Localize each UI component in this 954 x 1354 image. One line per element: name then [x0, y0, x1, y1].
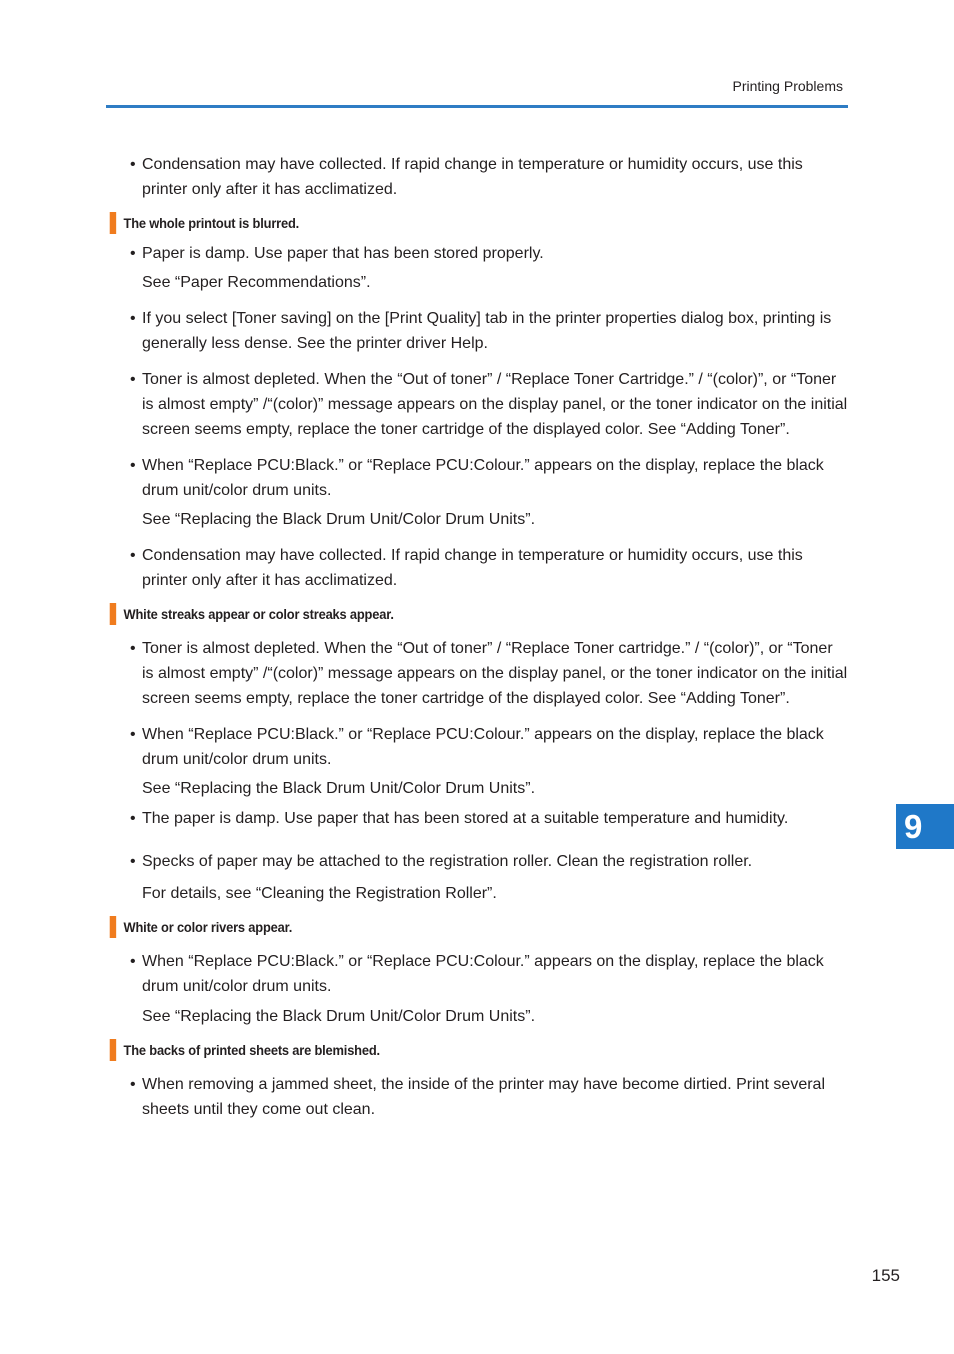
heading-marker [110, 212, 116, 234]
running-header: Printing Problems [732, 78, 843, 94]
section-heading: The backs of printed sheets are blemished. [118, 1039, 790, 1061]
heading-marker [110, 603, 116, 625]
bullet-item: • Toner is almost depleted. When the “Out of toner” / “Replace Toner cartridge.” / “(color)”, or “Toner is almost empty” /“(color)” message appears on the display panel, or the toner indicator on the initial screen seems empty, replace the toner cartridge of the displayed color. See “Adding Toner”. [130, 640, 848, 707]
chapter-tab: 9 [896, 804, 954, 849]
section-heading: White streaks appear or color streaks appear. [118, 603, 790, 625]
bullet-item: • When removing a jammed sheet, the inside of the printer may have become dirtied. Print several sheets until they come out clean. [130, 1076, 825, 1118]
heading-marker [110, 916, 116, 938]
section-heading: White or color rivers appear. [118, 916, 790, 938]
bullet-item: • When “Replace PCU:Black.” or “Replace PCU:Colour.” appears on the display, replace the black drum unit/color drum units. [130, 953, 824, 995]
reference-note: See “Replacing the Black Drum Unit/Color Drum Units”. [142, 511, 536, 528]
reference-note: For details, see “Cleaning the Registration Roller”. [142, 885, 497, 902]
bullet-item: • Specks of paper may be attached to the registration roller. Clean the registration roller. [130, 853, 753, 870]
page-number: 155 [871, 1266, 900, 1285]
header-rule [106, 105, 848, 108]
bullet-item: • Toner is almost depleted. When the “Out of toner” / “Replace Toner Cartridge.” / “(color)”, or “Toner is almost empty” /“(color)” message appears on the display panel, or the toner indicator on the initial screen seems empty, replace the toner cartridge of the displayed color. See “Adding Toner”. [130, 371, 848, 438]
bullet-item: • The paper is damp. Use paper that has been stored at a suitable temperature and humidity. [130, 810, 789, 827]
reference-note: See “Paper Recommendations”. [142, 274, 371, 291]
bullet-item: • If you select [Toner saving] on the [Print Quality] tab in the printer properties dialog box, printing is generally less dense. See the printer driver Help. [130, 310, 832, 352]
heading-marker [110, 1039, 116, 1061]
bullet-item: • Condensation may have collected. If rapid change in temperature or humidity occurs, use this printer only after it has acclimatized. [130, 156, 803, 198]
bullet-item: • When “Replace PCU:Black.” or “Replace PCU:Colour.” appears on the display, replace the black drum unit/color drum units. [130, 726, 824, 768]
reference-note: See “Replacing the Black Drum Unit/Color Drum Units”. [142, 780, 536, 797]
bullet-item: • Condensation may have collected. If rapid change in temperature or humidity occurs, use this printer only after it has acclimatized. [130, 547, 803, 589]
bullet-item: • When “Replace PCU:Black.” or “Replace PCU:Colour.” appears on the display, replace the black drum unit/color drum units. [130, 457, 824, 499]
bullet-item: • Paper is damp. Use paper that has been stored properly. [130, 245, 544, 262]
section-heading: The whole printout is blurred. [118, 212, 790, 234]
page-content [118, 152, 848, 1122]
reference-note: See “Replacing the Black Drum Unit/Color Drum Units”. [142, 1008, 536, 1025]
